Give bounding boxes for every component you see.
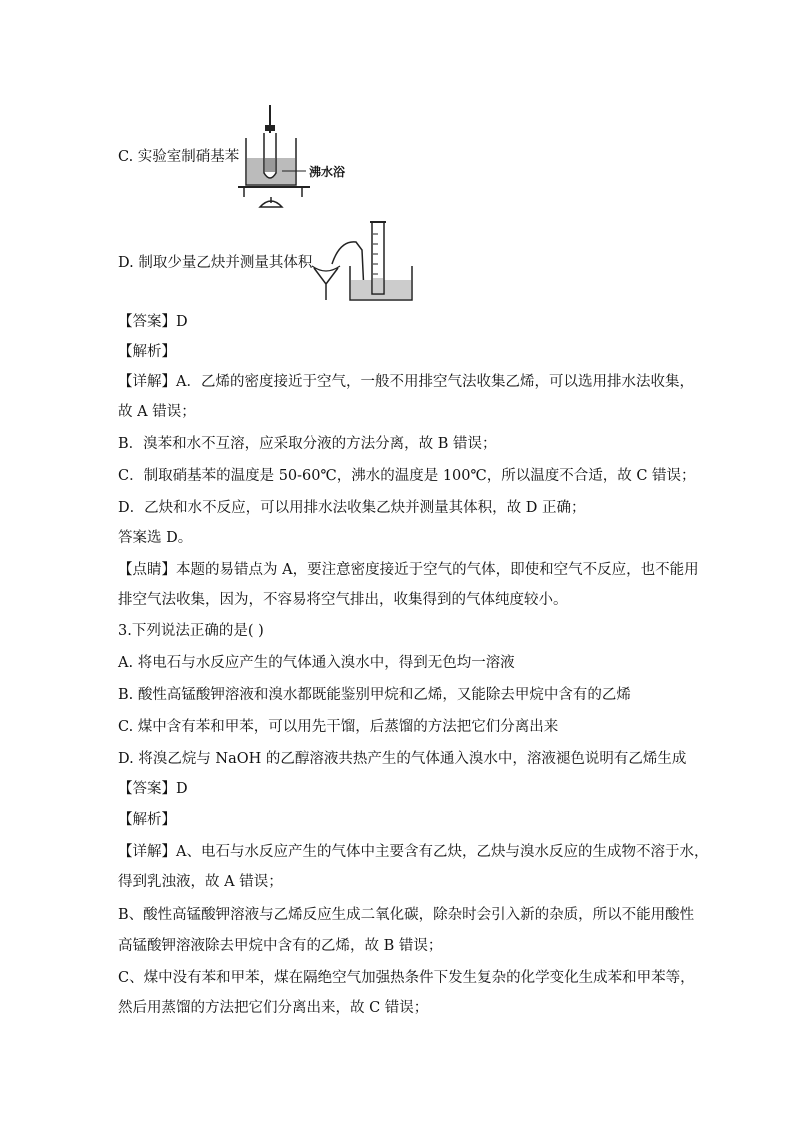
q3-option-d: D. 将溴乙烷与 NaOH 的乙醇溶液共热产生的气体通入溴水中，溶液褪色说明有乙烯生成	[118, 751, 687, 767]
q2-detail-line: D．乙炔和水不反应，可以用排水法收集乙炔并测量其体积，故 D 正确；	[118, 500, 586, 516]
q3-option-b: B. 酸性高锰酸钾溶液和溴水都既能鉴别甲烷和乙烯，又能除去甲烷中含有的乙烯	[118, 687, 631, 703]
q2-analysis-heading: 【解析】	[118, 344, 176, 360]
q2-detail-line: 故 A 错误；	[118, 404, 196, 420]
q3-detail-line: C、煤中没有苯和甲苯，煤在隔绝空气加强热条件下发生复杂的化学变化生成苯和甲苯等，	[118, 970, 695, 986]
q3-detail-line: 然后用蒸馏的方法把它们分离出来，故 C 错误；	[118, 1000, 429, 1016]
q2-answer: 【答案】D	[118, 314, 188, 330]
q2-detail-line: C．制取硝基苯的温度是 50-60℃，沸水的温度是 100℃，所以温度不合适，故 C 错误；	[118, 468, 696, 484]
q3-option-a: A. 将电石与水反应产生的气体通入溴水中，得到无色均一溶液	[118, 655, 515, 671]
q3-detail-line: 【详解】A、电石与水反应产生的气体中主要含有乙炔，乙炔与溴水反应的生成物不溶于水，	[118, 844, 709, 860]
q3-analysis-heading: 【解析】	[118, 812, 176, 828]
q2-note-line: 排空气法收集，因为，不容易将空气排出，收集得到的气体纯度较小。	[118, 592, 568, 608]
nitrobenzene-apparatus-figure	[236, 103, 366, 213]
q3-detail-line: 得到乳浊液，故 A 错误；	[118, 874, 283, 890]
acetylene-apparatus-figure	[306, 220, 418, 306]
q3-detail-line: 高锰酸钾溶液除去甲烷中含有的乙烯，故 B 错误；	[118, 938, 443, 954]
q2-detail-line: B．溴苯和水不互溶，应采取分液的方法分离，故 B 错误；	[118, 436, 497, 452]
q3-answer: 【答案】D	[118, 781, 188, 797]
q3-stem: 3.下列说法正确的是( )	[118, 623, 264, 639]
option-d-text: D. 制取少量乙炔并测量其体积	[118, 255, 313, 271]
water-bath-label: 沸水浴	[309, 165, 346, 179]
q2-note-line: 【点睛】本题的易错点为 A，要注意密度接近于空气的气体，即使和空气不反应，也不能用	[118, 562, 699, 578]
q3-option-c: C. 煤中含有苯和甲苯，可以用先干馏，后蒸馏的方法把它们分离出来	[118, 719, 559, 735]
q3-detail-line: B、酸性高锰酸钾溶液与乙烯反应生成二氧化碳，除杂时会引入新的杂质，所以不能用酸性	[118, 907, 695, 923]
q2-conclusion: 答案选 D。	[118, 530, 193, 546]
option-c-text: C. 实验室制硝基苯	[118, 149, 240, 165]
q2-detail-line: 【详解】A．乙烯的密度接近于空气，一般不用排空气法收集乙烯，可以选用排水法收集，	[118, 374, 694, 390]
